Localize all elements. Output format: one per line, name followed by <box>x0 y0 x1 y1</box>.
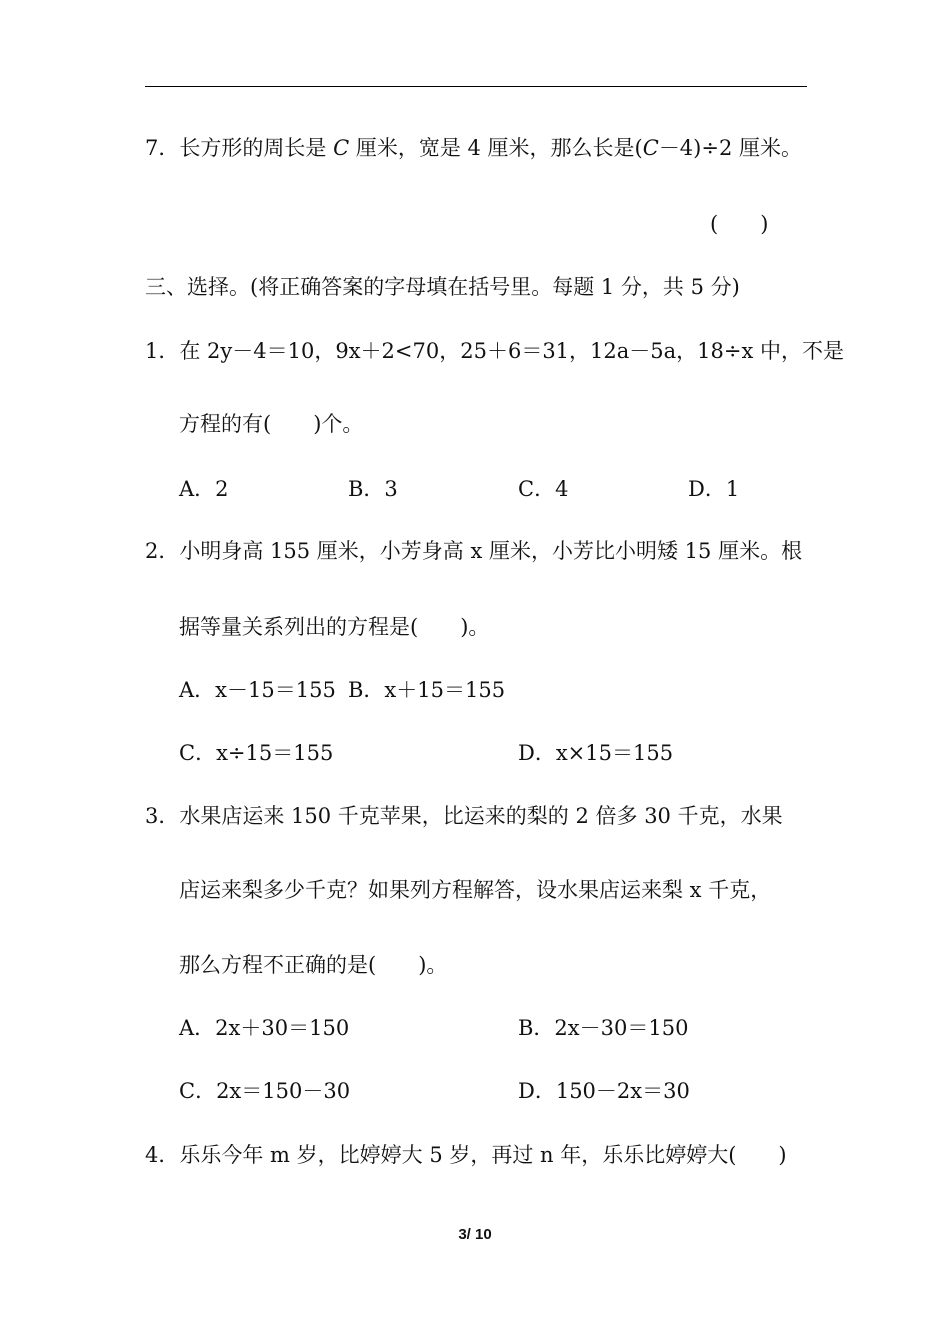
question-text-continued: 店运来梨多少千克？如果列方程解答，设水果店运来梨 x 千克， <box>179 878 772 902</box>
option-d[interactable]: D．x×15＝155 <box>518 741 674 765</box>
question-text: －4)÷2 厘米。 <box>658 136 802 160</box>
question-text-continued: 那么方程不正确的是( )。 <box>179 953 448 977</box>
section-heading: 三、选择。(将正确答案的字母填在括号里。每题 1 分，共 5 分) <box>145 275 740 299</box>
option-b[interactable]: B．x＋15＝155 <box>348 678 506 702</box>
variable-c: C <box>642 136 659 160</box>
question-3 <box>145 803 783 829</box>
header-rule <box>145 86 807 87</box>
question-1 <box>145 338 844 364</box>
answer-bracket[interactable]: ( ) <box>710 212 769 236</box>
question-number: 2． <box>145 539 180 563</box>
option-c[interactable]: C．x÷15＝155 <box>179 741 334 765</box>
question-text: 乐乐今年 m 岁，比婷婷大 5 岁，再过 n 年，乐乐比婷婷大( ) <box>179 1143 787 1167</box>
question-2 <box>145 538 802 564</box>
question-4 <box>145 1142 787 1168</box>
question-text: 在 2y－4＝10，9x＋2<70，25＋6＝31，12a－5a，18÷x 中，不是 <box>179 339 845 363</box>
question-text-continued: 方程的有( )个。 <box>179 412 364 436</box>
variable-c: C <box>333 136 350 160</box>
question-number: 3． <box>145 804 180 828</box>
question-number: 1． <box>145 339 180 363</box>
question-text: 厘米，宽是 4 厘米，那么长是( <box>349 136 643 160</box>
option-c[interactable]: C．4 <box>518 477 569 501</box>
question-number: 4． <box>145 1143 180 1167</box>
option-a[interactable]: A．2x＋30＝150 <box>179 1016 350 1040</box>
option-d[interactable]: D．150－2x＝30 <box>518 1079 690 1103</box>
option-b[interactable]: B．2x－30＝150 <box>518 1016 689 1040</box>
question-text: 小明身高 155 厘米，小芳身高 x 厘米，小芳比小明矮 15 厘米。根 <box>179 539 803 563</box>
option-d[interactable]: D．1 <box>688 477 740 501</box>
question-7 <box>145 135 802 161</box>
option-a[interactable]: A．x－15＝155 <box>179 678 336 702</box>
page-number: 3/ 10 <box>458 1226 492 1243</box>
question-number: 7． <box>145 136 180 160</box>
question-text-continued: 据等量关系列出的方程是( )。 <box>179 615 490 639</box>
option-b[interactable]: B．3 <box>348 477 398 501</box>
question-text: 长方形的周长是 <box>179 136 334 160</box>
question-text: 水果店运来 150 千克苹果，比运来的梨的 2 倍多 30 千克，水果 <box>179 804 783 828</box>
option-c[interactable]: C．2x＝150－30 <box>179 1079 351 1103</box>
option-a[interactable]: A．2 <box>179 477 229 501</box>
